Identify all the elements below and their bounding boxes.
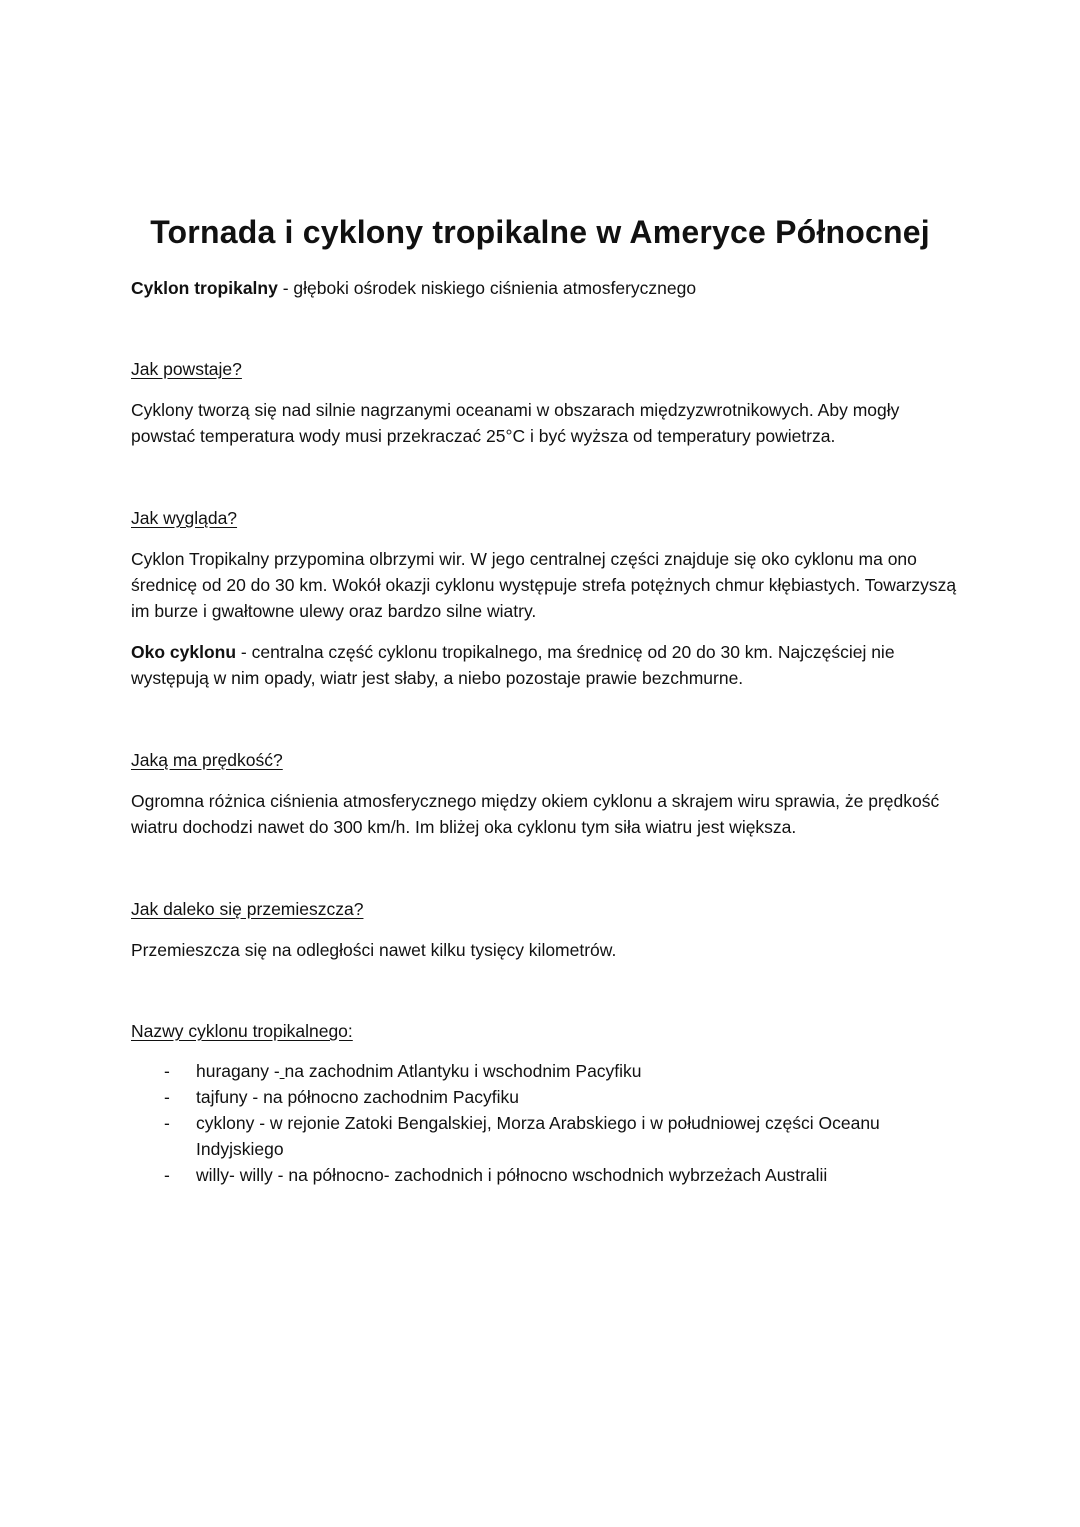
heading-distance: Jak daleko się przemieszcza? <box>131 899 364 919</box>
list-item <box>131 1084 961 1110</box>
list-item <box>131 1058 961 1084</box>
definition-term: Cyklon tropikalny <box>131 278 278 298</box>
document-title: Tornada i cyklony tropikalne w Ameryce Północnej <box>150 214 930 250</box>
list-item-text: tajfuny - na północno zachodnim Pacyfiku <box>196 1087 519 1107</box>
heading-names: Nazwy cyklonu tropikalnego: <box>131 1021 353 1041</box>
heading-appearance: Jak wygląda? <box>131 508 238 528</box>
eye-term: Oko cyklonu <box>131 642 237 662</box>
list-item <box>131 1110 961 1162</box>
list-dash: - <box>164 1165 170 1185</box>
list-dash: - <box>164 1061 170 1081</box>
formation-paragraph: Cyklony tworzą się nad silnie nagrzanymi oceanami w obszarach międzyzwrotnikowych. Aby mogły powstać temperatura wody musi przekraczać 25°C i być wyższa od temperatury powietrza. <box>131 400 900 446</box>
list-dash: - <box>164 1087 170 1107</box>
list-dash: - <box>164 1113 170 1133</box>
appearance-paragraph: Cyklon Tropikalny przypomina olbrzymi wir. W jego centralnej części znajduje się oko cyklonu ma ono średnicę od 20 do 30 km. Wokół okazji cyklonu występuje strefa potężnych chmur kłębiastych. Towarzyszą im burze i gwałtowne ulewy oraz bardzo silne wiatry. <box>131 549 957 621</box>
list-item-text-rest: na zachodnim Atlantyku i wschodnim Pacyfiku <box>284 1061 642 1081</box>
eye-text: - centralna część cyklonu tropikalnego, ma średnicę od 20 do 30 km. Najczęściej nie występują w nim opady, wiatr jest słaby, a niebo pozostaje prawie bezchmurne. <box>131 642 895 688</box>
heading-speed: Jaką ma prędkość? <box>131 750 283 770</box>
list-item-text: cyklony - w rejonie Zatoki Bengalskiej, Morza Arabskiego i w południowej części Oceanu Indyjskiego <box>196 1113 880 1159</box>
list-item-text: huragany - <box>196 1061 280 1081</box>
distance-paragraph: Przemieszcza się na odległości nawet kilku tysięcy kilometrów. <box>131 940 617 960</box>
cyclone-names-list <box>131 1058 961 1188</box>
heading-formation: Jak powstaje? <box>131 359 242 379</box>
definition-text: - głęboki ośrodek niskiego ciśnienia atmosferycznego <box>277 278 697 298</box>
list-item-text: willy- willy - na północno- zachodnich i północno wschodnich wybrzeżach Australii <box>196 1165 828 1185</box>
eye-paragraph <box>131 639 961 691</box>
speed-paragraph: Ogromna różnica ciśnienia atmosferycznego między okiem cyklonu a skrajem wiru sprawia, że prędkość wiatru dochodzi nawet do 300 km/h. Im bliżej oka cyklonu tym siła wiatru jest większa. <box>131 791 940 837</box>
list-item <box>131 1162 961 1188</box>
definition-paragraph <box>131 275 961 301</box>
